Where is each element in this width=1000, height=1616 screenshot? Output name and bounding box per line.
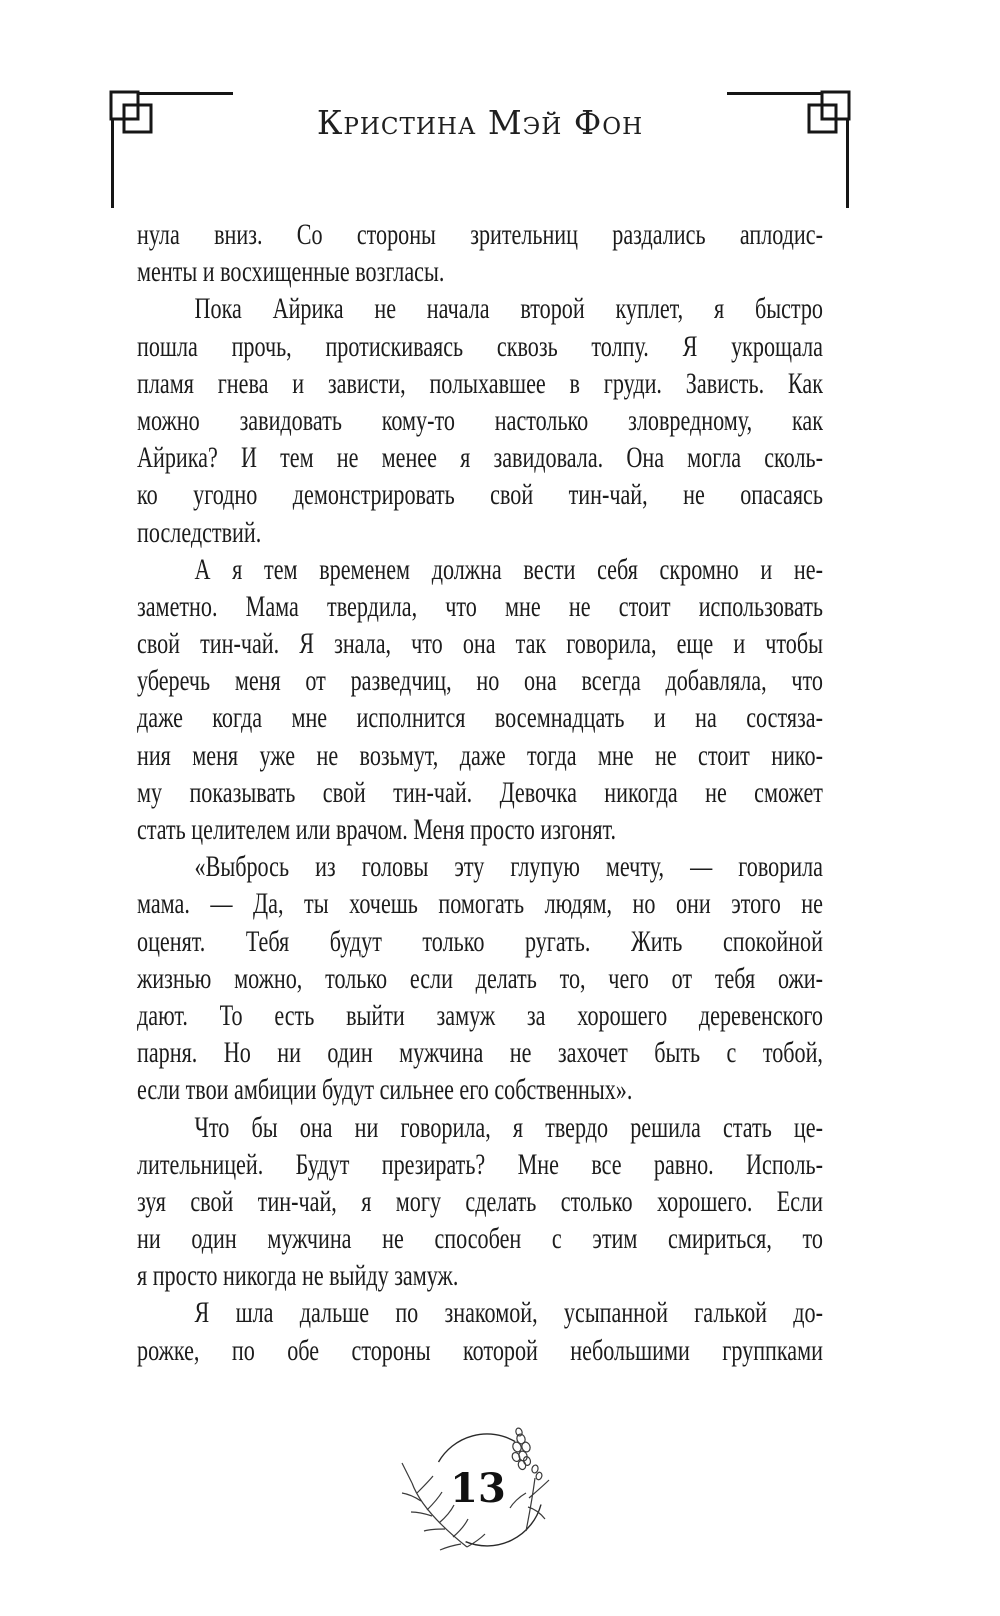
- body-line: последствий.: [137, 515, 262, 549]
- body-line: зуя свой тин-чай, я могу сделать столько хорошего. Если: [137, 1184, 823, 1218]
- body-line: пламя гнева и зависти, полыхавшее в груди. Зависть. Как: [137, 366, 823, 400]
- body-line: менты и восхищенные возгласы.: [137, 255, 445, 289]
- body-line: ния меня уже не возьмут, даже тогда мне не стоит нико-: [137, 738, 823, 772]
- body-line: Айрика? И тем не менее я завидовала. Она могла сколь-: [137, 441, 823, 475]
- body-text: [137, 216, 823, 1369]
- body-line: му показывать свой тин-чай. Девочка никогда не сможет: [137, 775, 823, 809]
- body-line: Пока Айрика не начала второй куплет, я быстро: [194, 292, 823, 326]
- body-line: нула вниз. Со стороны зрительниц раздались аплодис-: [137, 218, 823, 251]
- body-line: рожке, по обе стороны которой небольшими группками: [137, 1333, 823, 1367]
- body-line: свой тин-чай. Я знала, что она так говорила, еще и чтобы: [137, 627, 823, 661]
- body-line: уберечь меня от разведчиц, но она всегда добавляла, что: [137, 664, 823, 698]
- body-line: жизнью можно, только если делать то, чего от тебя ожи-: [137, 961, 823, 995]
- body-line: дают. То есть выйти замуж за хорошего деревенского: [137, 998, 823, 1032]
- body-line: оценят. Тебя будут только ругать. Жить спокойной: [137, 924, 823, 958]
- body-line: пошла прочь, протискиваясь сквозь толпу. Я укрощала: [137, 329, 823, 363]
- body-line: заметно. Мама твердила, что мне не стоит использовать: [137, 589, 823, 623]
- body-line: Что бы она ни говорила, я твердо решила стать це-: [194, 1110, 823, 1144]
- body-line: мама. — Да, ты хочешь помогать людям, но они этого не: [137, 887, 823, 921]
- body-line: «Выбрось из головы эту глупую мечту, — говорила: [194, 850, 823, 884]
- body-line: лительницей. Будут презирать? Мне все равно. Исполь-: [137, 1147, 823, 1181]
- body-line: можно завидовать кому-то настолько зловредному, как: [137, 403, 823, 437]
- body-line: Я шла дальше по знакомой, усыпанной галькой до-: [194, 1296, 823, 1330]
- body-line: стать целителем или врачом. Меня просто изгонят.: [137, 813, 617, 846]
- body-line: парня. Но ни один мужчина не захочет быть с тобой,: [137, 1036, 823, 1070]
- author-header: Кристина Мэй Фон: [316, 103, 644, 142]
- body-line: ко угодно демонстрировать свой тин-чай, не опасаясь: [137, 478, 823, 512]
- page-number: 13: [450, 1465, 506, 1512]
- body-line: даже когда мне исполнится восемнадцать и на состяза-: [137, 701, 823, 735]
- body-line: А я тем временем должна вести себя скромно и не-: [194, 552, 823, 586]
- body-line: если твои амбиции будут сильнее его собственных».: [137, 1073, 633, 1107]
- body-line: ни один мужчина не способен с этим смириться, то: [137, 1222, 823, 1256]
- body-line: я просто никогда не выйду замуж.: [137, 1259, 459, 1293]
